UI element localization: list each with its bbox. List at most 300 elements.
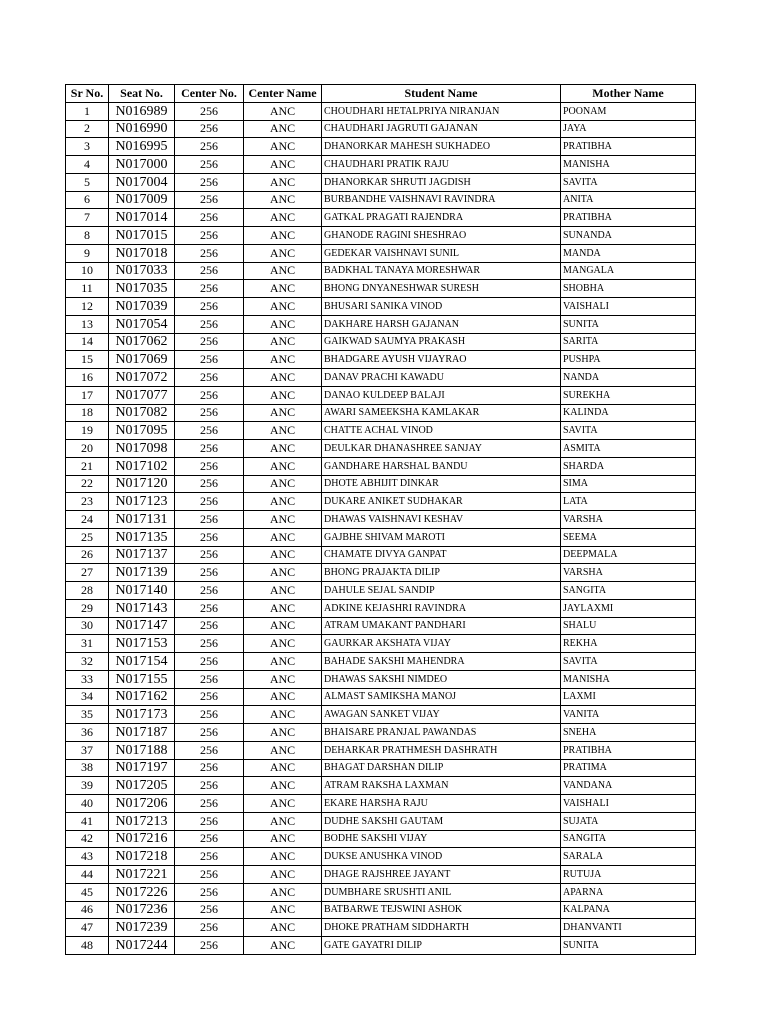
cell-seat-no: N017206: [109, 795, 175, 813]
cell-sr-no: 5: [66, 173, 109, 191]
cell-seat-no: N017033: [109, 262, 175, 280]
cell-center-no: 256: [175, 138, 244, 156]
cell-center-name: ANC: [244, 244, 322, 262]
table-row: [66, 795, 696, 813]
cell-student-name: CHAUDHARI PRATIK RAJU: [322, 156, 561, 174]
cell-sr-no: 11: [66, 280, 109, 298]
table-row: [66, 688, 696, 706]
cell-student-name: CHOUDHARI HETALPRIYA NIRANJAN: [322, 102, 561, 120]
cell-mother-name: PRATIBHA: [561, 209, 696, 227]
cell-student-name: DUKSE ANUSHKA VINOD: [322, 848, 561, 866]
cell-mother-name: VAISHALI: [561, 298, 696, 316]
cell-center-name: ANC: [244, 741, 322, 759]
cell-mother-name: SARITA: [561, 333, 696, 351]
cell-center-name: ANC: [244, 440, 322, 458]
cell-seat-no: N017143: [109, 599, 175, 617]
cell-student-name: DHANORKAR SHRUTI JAGDISH: [322, 173, 561, 191]
cell-center-name: ANC: [244, 173, 322, 191]
cell-mother-name: DEEPMALA: [561, 546, 696, 564]
cell-center-name: ANC: [244, 901, 322, 919]
cell-student-name: BATBARWE TEJSWINI ASHOK: [322, 901, 561, 919]
cell-student-name: DHOKE PRATHAM SIDDHARTH: [322, 919, 561, 937]
cell-student-name: CHATTE ACHAL VINOD: [322, 422, 561, 440]
cell-center-name: ANC: [244, 919, 322, 937]
cell-mother-name: SEEMA: [561, 528, 696, 546]
cell-center-name: ANC: [244, 777, 322, 795]
cell-mother-name: SAVITA: [561, 422, 696, 440]
cell-center-no: 256: [175, 369, 244, 387]
cell-center-no: 256: [175, 280, 244, 298]
cell-sr-no: 10: [66, 262, 109, 280]
cell-sr-no: 25: [66, 528, 109, 546]
table-row: [66, 777, 696, 795]
cell-seat-no: N017221: [109, 866, 175, 884]
cell-seat-no: N017155: [109, 670, 175, 688]
table-row: [66, 617, 696, 635]
cell-seat-no: N017236: [109, 901, 175, 919]
table-row: [66, 209, 696, 227]
student-roster-table: [65, 84, 696, 955]
table-row: [66, 493, 696, 511]
cell-center-name: ANC: [244, 120, 322, 138]
cell-center-no: 256: [175, 617, 244, 635]
cell-student-name: BADKHAL TANAYA MORESHWAR: [322, 262, 561, 280]
cell-center-no: 256: [175, 883, 244, 901]
cell-sr-no: 15: [66, 351, 109, 369]
table-row: [66, 440, 696, 458]
table-row: [66, 227, 696, 245]
cell-student-name: ALMAST SAMIKSHA MANOJ: [322, 688, 561, 706]
cell-mother-name: APARNA: [561, 883, 696, 901]
cell-student-name: BHONG DNYANESHWAR SURESH: [322, 280, 561, 298]
cell-center-name: ANC: [244, 315, 322, 333]
header-center-name: Center Name: [244, 85, 322, 103]
cell-seat-no: N017015: [109, 227, 175, 245]
cell-seat-no: N017239: [109, 919, 175, 937]
cell-student-name: DAKHARE HARSH GAJANAN: [322, 315, 561, 333]
cell-center-name: ANC: [244, 156, 322, 174]
cell-mother-name: VANDANA: [561, 777, 696, 795]
cell-sr-no: 32: [66, 653, 109, 671]
cell-sr-no: 26: [66, 546, 109, 564]
table-header: [66, 85, 696, 103]
cell-center-name: ANC: [244, 528, 322, 546]
cell-student-name: BHADGARE AYUSH VIJAYRAO: [322, 351, 561, 369]
cell-center-no: 256: [175, 511, 244, 529]
cell-seat-no: N017173: [109, 706, 175, 724]
cell-center-name: ANC: [244, 102, 322, 120]
cell-student-name: DANAV PRACHI KAWADU: [322, 369, 561, 387]
cell-student-name: DHAWAS VAISHNAVI KESHAV: [322, 511, 561, 529]
cell-mother-name: VANITA: [561, 706, 696, 724]
cell-mother-name: SIMA: [561, 475, 696, 493]
cell-seat-no: N017014: [109, 209, 175, 227]
cell-student-name: DEHARKAR PRATHMESH DASHRATH: [322, 741, 561, 759]
cell-mother-name: VARSHA: [561, 564, 696, 582]
cell-seat-no: N017095: [109, 422, 175, 440]
cell-seat-no: N017004: [109, 173, 175, 191]
cell-sr-no: 48: [66, 937, 109, 955]
cell-mother-name: SANGITA: [561, 582, 696, 600]
cell-mother-name: SUNITA: [561, 315, 696, 333]
cell-center-name: ANC: [244, 848, 322, 866]
cell-center-no: 256: [175, 404, 244, 422]
cell-mother-name: SUNANDA: [561, 227, 696, 245]
table-row: [66, 919, 696, 937]
cell-sr-no: 16: [66, 369, 109, 387]
cell-mother-name: SHOBHA: [561, 280, 696, 298]
cell-student-name: GATE GAYATRI DILIP: [322, 937, 561, 955]
cell-seat-no: N017226: [109, 883, 175, 901]
cell-student-name: CHAMATE DIVYA GANPAT: [322, 546, 561, 564]
table-row: [66, 191, 696, 209]
cell-center-no: 256: [175, 475, 244, 493]
cell-mother-name: REKHA: [561, 635, 696, 653]
cell-center-name: ANC: [244, 422, 322, 440]
cell-sr-no: 12: [66, 298, 109, 316]
cell-center-name: ANC: [244, 688, 322, 706]
table-row: [66, 653, 696, 671]
table-row: [66, 262, 696, 280]
cell-sr-no: 23: [66, 493, 109, 511]
cell-center-name: ANC: [244, 706, 322, 724]
cell-center-no: 256: [175, 262, 244, 280]
cell-mother-name: KALPANA: [561, 901, 696, 919]
cell-center-name: ANC: [244, 475, 322, 493]
table-row: [66, 404, 696, 422]
cell-center-no: 256: [175, 741, 244, 759]
table-row: [66, 883, 696, 901]
cell-center-name: ANC: [244, 866, 322, 884]
cell-student-name: BODHE SAKSHI VIJAY: [322, 830, 561, 848]
cell-mother-name: PRATIBHA: [561, 741, 696, 759]
table-row: [66, 724, 696, 742]
cell-center-no: 256: [175, 422, 244, 440]
cell-center-no: 256: [175, 635, 244, 653]
cell-center-name: ANC: [244, 883, 322, 901]
table-row: [66, 546, 696, 564]
cell-student-name: DUKARE ANIKET SUDHAKAR: [322, 493, 561, 511]
cell-sr-no: 29: [66, 599, 109, 617]
cell-student-name: GATKAL PRAGATI RAJENDRA: [322, 209, 561, 227]
cell-mother-name: DHANVANTI: [561, 919, 696, 937]
cell-center-no: 256: [175, 599, 244, 617]
header-student-name: Student Name: [322, 85, 561, 103]
cell-center-no: 256: [175, 777, 244, 795]
cell-sr-no: 40: [66, 795, 109, 813]
cell-student-name: DHOTE ABHIJIT DINKAR: [322, 475, 561, 493]
cell-center-no: 256: [175, 315, 244, 333]
cell-seat-no: N017135: [109, 528, 175, 546]
cell-seat-no: N017216: [109, 830, 175, 848]
cell-sr-no: 22: [66, 475, 109, 493]
cell-seat-no: N016989: [109, 102, 175, 120]
cell-student-name: AWAGAN SANKET VIJAY: [322, 706, 561, 724]
table-row: [66, 102, 696, 120]
cell-student-name: CHAUDHARI JAGRUTI GAJANAN: [322, 120, 561, 138]
cell-mother-name: SUREKHA: [561, 386, 696, 404]
cell-student-name: DAHULE SEJAL SANDIP: [322, 582, 561, 600]
cell-sr-no: 38: [66, 759, 109, 777]
cell-center-name: ANC: [244, 369, 322, 387]
table-row: [66, 848, 696, 866]
cell-mother-name: MANGALA: [561, 262, 696, 280]
cell-sr-no: 3: [66, 138, 109, 156]
table-row: [66, 457, 696, 475]
cell-seat-no: N017054: [109, 315, 175, 333]
cell-mother-name: ASMITA: [561, 440, 696, 458]
cell-center-no: 256: [175, 795, 244, 813]
cell-mother-name: MANISHA: [561, 670, 696, 688]
cell-center-name: ANC: [244, 759, 322, 777]
cell-center-no: 256: [175, 812, 244, 830]
cell-seat-no: N017162: [109, 688, 175, 706]
cell-mother-name: NANDA: [561, 369, 696, 387]
table-row: [66, 298, 696, 316]
cell-center-name: ANC: [244, 546, 322, 564]
cell-center-no: 256: [175, 546, 244, 564]
cell-center-no: 256: [175, 653, 244, 671]
cell-center-name: ANC: [244, 191, 322, 209]
cell-student-name: BAHADE SAKSHI MAHENDRA: [322, 653, 561, 671]
cell-center-name: ANC: [244, 138, 322, 156]
cell-center-name: ANC: [244, 493, 322, 511]
cell-center-name: ANC: [244, 599, 322, 617]
cell-center-no: 256: [175, 493, 244, 511]
table-row: [66, 315, 696, 333]
cell-center-no: 256: [175, 298, 244, 316]
cell-center-no: 256: [175, 528, 244, 546]
cell-mother-name: VAISHALI: [561, 795, 696, 813]
table-row: [66, 173, 696, 191]
cell-sr-no: 30: [66, 617, 109, 635]
cell-seat-no: N017077: [109, 386, 175, 404]
cell-mother-name: JAYA: [561, 120, 696, 138]
cell-mother-name: PUSHPA: [561, 351, 696, 369]
table-row: [66, 564, 696, 582]
cell-sr-no: 18: [66, 404, 109, 422]
cell-sr-no: 43: [66, 848, 109, 866]
cell-seat-no: N017062: [109, 333, 175, 351]
cell-mother-name: MANISHA: [561, 156, 696, 174]
header-row: [66, 85, 696, 103]
cell-student-name: GEDEKAR VAISHNAVI SUNIL: [322, 244, 561, 262]
cell-mother-name: LATA: [561, 493, 696, 511]
cell-center-no: 256: [175, 457, 244, 475]
table-row: [66, 156, 696, 174]
cell-mother-name: SNEHA: [561, 724, 696, 742]
table-row: [66, 351, 696, 369]
table-row: [66, 120, 696, 138]
cell-seat-no: N017082: [109, 404, 175, 422]
cell-seat-no: N016990: [109, 120, 175, 138]
cell-student-name: GAIKWAD SAUMYA PRAKASH: [322, 333, 561, 351]
cell-sr-no: 28: [66, 582, 109, 600]
cell-student-name: DUMBHARE SRUSHTI ANIL: [322, 883, 561, 901]
cell-student-name: AWARI SAMEEKSHA KAMLAKAR: [322, 404, 561, 422]
cell-sr-no: 45: [66, 883, 109, 901]
cell-mother-name: PRATIMA: [561, 759, 696, 777]
table-row: [66, 706, 696, 724]
table-row: [66, 333, 696, 351]
table-row: [66, 670, 696, 688]
header-sr-no: Sr No.: [66, 85, 109, 103]
cell-center-name: ANC: [244, 227, 322, 245]
header-mother-name: Mother Name: [561, 85, 696, 103]
cell-center-name: ANC: [244, 937, 322, 955]
cell-sr-no: 21: [66, 457, 109, 475]
cell-seat-no: N016995: [109, 138, 175, 156]
cell-center-no: 256: [175, 209, 244, 227]
table-row: [66, 741, 696, 759]
table-row: [66, 599, 696, 617]
cell-center-no: 256: [175, 724, 244, 742]
table-row: [66, 528, 696, 546]
cell-seat-no: N017009: [109, 191, 175, 209]
table-row: [66, 138, 696, 156]
cell-student-name: BURBANDHE VAISHNAVI RAVINDRA: [322, 191, 561, 209]
table-row: [66, 812, 696, 830]
cell-center-no: 256: [175, 901, 244, 919]
cell-center-name: ANC: [244, 635, 322, 653]
cell-mother-name: SHALU: [561, 617, 696, 635]
table-row: [66, 866, 696, 884]
cell-center-no: 256: [175, 564, 244, 582]
cell-sr-no: 4: [66, 156, 109, 174]
cell-mother-name: LAXMI: [561, 688, 696, 706]
header-center-no: Center No.: [175, 85, 244, 103]
cell-student-name: BHAISARE PRANJAL PAWANDAS: [322, 724, 561, 742]
cell-sr-no: 13: [66, 315, 109, 333]
cell-student-name: DHAWAS SAKSHI NIMDEO: [322, 670, 561, 688]
cell-sr-no: 2: [66, 120, 109, 138]
cell-center-name: ANC: [244, 511, 322, 529]
cell-center-name: ANC: [244, 298, 322, 316]
cell-mother-name: SAVITA: [561, 653, 696, 671]
cell-sr-no: 41: [66, 812, 109, 830]
cell-mother-name: KALINDA: [561, 404, 696, 422]
cell-center-no: 256: [175, 191, 244, 209]
table-row: [66, 901, 696, 919]
cell-seat-no: N017213: [109, 812, 175, 830]
cell-center-no: 256: [175, 582, 244, 600]
cell-center-name: ANC: [244, 617, 322, 635]
cell-mother-name: SANGITA: [561, 830, 696, 848]
cell-center-no: 256: [175, 759, 244, 777]
cell-center-name: ANC: [244, 795, 322, 813]
cell-student-name: GAURKAR AKSHATA VIJAY: [322, 635, 561, 653]
cell-mother-name: SUNITA: [561, 937, 696, 955]
cell-student-name: DHANORKAR MAHESH SUKHADEO: [322, 138, 561, 156]
cell-sr-no: 27: [66, 564, 109, 582]
cell-seat-no: N017120: [109, 475, 175, 493]
cell-sr-no: 19: [66, 422, 109, 440]
cell-seat-no: N017102: [109, 457, 175, 475]
cell-sr-no: 33: [66, 670, 109, 688]
table-row: [66, 422, 696, 440]
cell-mother-name: POONAM: [561, 102, 696, 120]
cell-mother-name: SARALA: [561, 848, 696, 866]
cell-center-no: 256: [175, 227, 244, 245]
header-seat-no: Seat No.: [109, 85, 175, 103]
table-row: [66, 244, 696, 262]
cell-center-name: ANC: [244, 209, 322, 227]
cell-student-name: BHONG PRAJAKTA DILIP: [322, 564, 561, 582]
cell-mother-name: MANDA: [561, 244, 696, 262]
table-row: [66, 511, 696, 529]
cell-sr-no: 14: [66, 333, 109, 351]
cell-center-name: ANC: [244, 830, 322, 848]
cell-sr-no: 24: [66, 511, 109, 529]
cell-center-no: 256: [175, 102, 244, 120]
table-row: [66, 280, 696, 298]
cell-center-name: ANC: [244, 670, 322, 688]
cell-student-name: GAJBHE SHIVAM MAROTI: [322, 528, 561, 546]
cell-seat-no: N017137: [109, 546, 175, 564]
cell-center-name: ANC: [244, 404, 322, 422]
cell-center-name: ANC: [244, 812, 322, 830]
table-body: [66, 102, 696, 954]
table-row: [66, 830, 696, 848]
cell-seat-no: N017153: [109, 635, 175, 653]
cell-sr-no: 31: [66, 635, 109, 653]
cell-mother-name: SHARDA: [561, 457, 696, 475]
cell-seat-no: N017000: [109, 156, 175, 174]
cell-center-no: 256: [175, 919, 244, 937]
table-row: [66, 386, 696, 404]
cell-center-no: 256: [175, 866, 244, 884]
cell-seat-no: N017098: [109, 440, 175, 458]
cell-center-no: 256: [175, 173, 244, 191]
cell-center-name: ANC: [244, 653, 322, 671]
cell-mother-name: ANITA: [561, 191, 696, 209]
cell-center-no: 256: [175, 244, 244, 262]
cell-center-no: 256: [175, 156, 244, 174]
cell-seat-no: N017205: [109, 777, 175, 795]
cell-mother-name: PRATIBHA: [561, 138, 696, 156]
cell-mother-name: VARSHA: [561, 511, 696, 529]
cell-seat-no: N017072: [109, 369, 175, 387]
table-row: [66, 475, 696, 493]
cell-student-name: EKARE HARSHA RAJU: [322, 795, 561, 813]
cell-mother-name: SAVITA: [561, 173, 696, 191]
cell-sr-no: 17: [66, 386, 109, 404]
cell-student-name: ATRAM RAKSHA LAXMAN: [322, 777, 561, 795]
cell-seat-no: N017123: [109, 493, 175, 511]
cell-sr-no: 44: [66, 866, 109, 884]
cell-center-no: 256: [175, 937, 244, 955]
cell-center-name: ANC: [244, 280, 322, 298]
cell-mother-name: RUTUJA: [561, 866, 696, 884]
cell-student-name: BHUSARI SANIKA VINOD: [322, 298, 561, 316]
cell-sr-no: 1: [66, 102, 109, 120]
cell-seat-no: N017154: [109, 653, 175, 671]
table-row: [66, 635, 696, 653]
cell-mother-name: SUJATA: [561, 812, 696, 830]
cell-seat-no: N017018: [109, 244, 175, 262]
cell-student-name: BHAGAT DARSHAN DILIP: [322, 759, 561, 777]
cell-student-name: DANAO KULDEEP BALAJI: [322, 386, 561, 404]
cell-seat-no: N017039: [109, 298, 175, 316]
cell-seat-no: N017244: [109, 937, 175, 955]
cell-center-name: ANC: [244, 582, 322, 600]
cell-center-no: 256: [175, 351, 244, 369]
cell-center-name: ANC: [244, 386, 322, 404]
cell-student-name: DEULKAR DHANASHREE SANJAY: [322, 440, 561, 458]
cell-student-name: ATRAM UMAKANT PANDHARI: [322, 617, 561, 635]
cell-center-no: 256: [175, 830, 244, 848]
cell-seat-no: N017139: [109, 564, 175, 582]
